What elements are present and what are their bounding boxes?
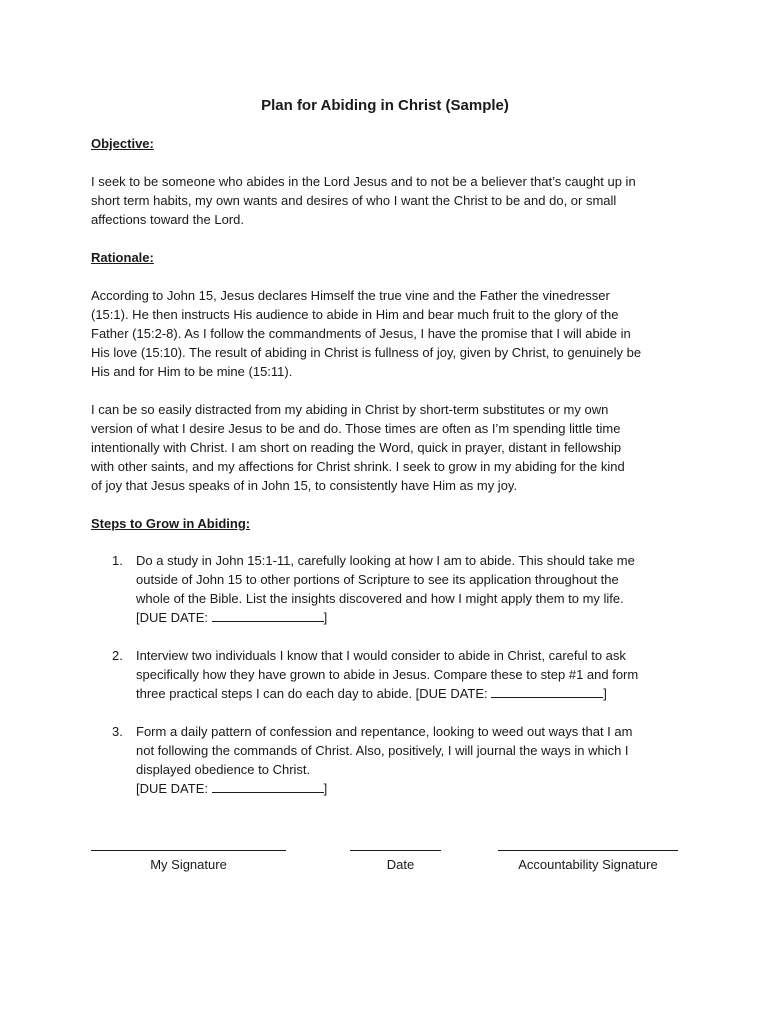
step-number: 3. (112, 724, 123, 739)
step-body (136, 551, 681, 627)
objective-heading: Objective: (91, 136, 154, 151)
due-date-label: [DUE DATE: (136, 610, 212, 625)
rationale-line: I can be so easily distracted from my abiding in Christ by short-term substitutes or my own (91, 402, 609, 417)
step-body (136, 722, 681, 798)
step-body (136, 646, 681, 703)
step-line: not following the commands of Christ. Also, positively, I will journal the ways in which I (136, 743, 629, 758)
step-line: Interview two individuals I know that I would consider to abide in Christ, careful to ask (136, 648, 626, 663)
due-date-line (136, 608, 681, 627)
my-signature-line (91, 850, 286, 851)
due-date-close: ] (323, 781, 328, 796)
rationale-line: intentionally with Christ. I am short on reading the Word, quick in prayer, distant in fellowship (91, 440, 622, 455)
accountability-signature-line (498, 850, 678, 851)
step-line: whole of the Bible. List the insights discovered and how I might apply them to my life. (136, 591, 624, 606)
objective-paragraph (91, 172, 681, 229)
objective-line: affections toward the Lord. (91, 212, 244, 227)
step-line-with-due-date: three practical steps I can do each day to abide. [DUE DATE: (136, 686, 492, 701)
step-line: Do a study in John 15:1-11, carefully looking at how I am to abide. This should take me (136, 553, 635, 568)
step-line: specifically how they have grown to abide in Jesus. Compare these to step #1 and form (136, 667, 639, 682)
objective-line: I seek to be someone who abides in the Lord Jesus and to not be a believer that’s caught up in (91, 174, 636, 189)
rationale-line: of joy that Jesus speaks of in John 15, to consistently have Him as my joy. (91, 478, 518, 493)
rationale-paragraph-1 (91, 286, 681, 381)
rationale-line: with other saints, and my affections for Christ shrink. I seek to grow in my abiding for the kind (91, 459, 625, 474)
rationale-line: His love (15:10). The result of abiding in Christ is fullness of joy, given by Christ, to genuinely be (91, 345, 642, 360)
due-date-label: [DUE DATE: (136, 781, 212, 796)
my-signature-label: My Signature (150, 857, 227, 872)
step-number: 2. (112, 648, 123, 663)
rationale-line: His and for Him to be mine (15:11). (91, 364, 293, 379)
due-date-blank (212, 608, 324, 622)
document-title: Plan for Abiding in Christ (Sample) (261, 97, 509, 114)
step-line: Form a daily pattern of confession and repentance, looking to weed out ways that I am (136, 724, 633, 739)
rationale-line: (15:1). He then instructs His audience to abide in Him and bear much fruit to the glory of the (91, 307, 619, 322)
step-line: outside of John 15 to other portions of Scripture to see its application throughout the (136, 572, 619, 587)
step-line: displayed obedience to Christ. (136, 762, 311, 777)
rationale-line: According to John 15, Jesus declares Himself the true vine and the Father the vinedresser (91, 288, 610, 303)
due-date-line (136, 779, 681, 798)
rationale-line: Father (15:2-8). As I follow the commandments of Jesus, I have the promise that I will abide in (91, 326, 631, 341)
objective-line: short term habits, my own wants and desires of who I want the Christ to be and do, or small (91, 193, 617, 208)
due-date-line (136, 684, 681, 703)
due-date-blank (212, 779, 324, 793)
accountability-signature-label: Accountability Signature (518, 857, 658, 872)
due-date-blank (491, 684, 603, 698)
rationale-line: version of what I desire Jesus to be and do. Those times are often as I’m spending little time (91, 421, 621, 436)
date-label: Date (386, 857, 415, 872)
rationale-heading: Rationale: (91, 250, 154, 265)
steps-heading: Steps to Grow in Abiding: (91, 516, 251, 531)
due-date-close: ] (323, 610, 328, 625)
step-number: 1. (112, 553, 123, 568)
date-line (350, 850, 441, 851)
rationale-paragraph-2 (91, 400, 681, 495)
due-date-close: ] (603, 686, 607, 701)
